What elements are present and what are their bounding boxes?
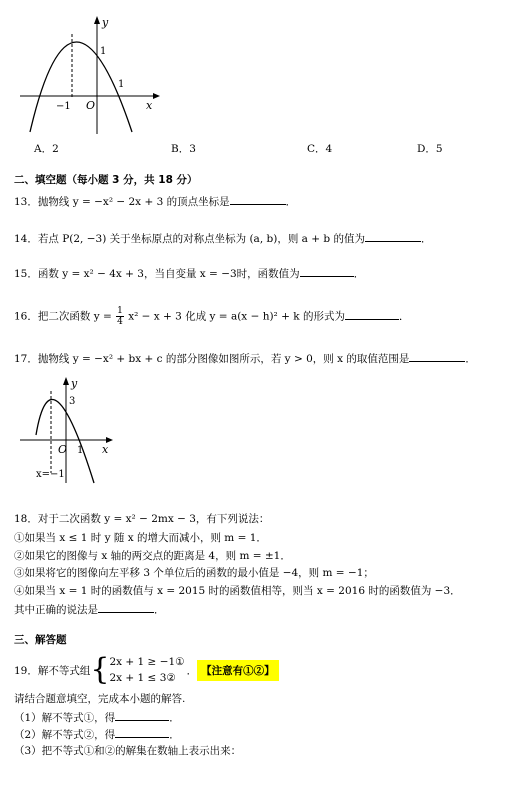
answer-blank-19-2[interactable] [115,727,169,738]
graph1-tick-neg: −1 [56,101,71,112]
option-b: B．3 [171,143,196,155]
question-19-instruction: 请结合题意填空，完成本小题的解答. [14,693,186,705]
question-14: 14．若点 P(2, −3) 关于坐标原点的对称点坐标为 (a, b)，则 a + b 的值为 ． [14,233,432,245]
question-15: 15．函数 y = x² − 4x + 3，当自变量 x = −3时，函数值为 ． [14,268,365,280]
question-15-text: 15．函数 y = x² − 4x + 3，当自变量 x = −3时，函数值为 [14,268,300,280]
question-19-dot: ． [186,664,198,677]
fraction [116,306,124,327]
question-18-item-3: ③如果将它的图像向左平移 3 个单位后的函数的最小值是 −4，则 m = −1； [14,567,374,579]
graph1-tick-y: 1 [100,46,107,57]
answer-blank-15[interactable] [300,266,354,277]
question-18-tail-text: 其中正确的说法是 [14,604,98,616]
question-18: 18．对于二次函数 y = x² − 2mx − 3，有下列说法： [14,513,270,525]
step-1-text: （1）解不等式①，得 [14,712,116,724]
option-c: C．4 [307,143,333,155]
inequality-system [109,654,184,686]
answer-blank-14[interactable] [365,231,421,242]
graph2-axis-label: x=−1 [36,469,65,480]
answer-blank-18[interactable] [98,602,154,613]
question-14-text: 14．若点 P(2, −3) 关于坐标原点的对称点坐标为 (a, b)，则 a + b 的值为 [14,233,365,245]
graph1-x-label: x [146,99,153,112]
answer-blank-17[interactable] [409,351,465,362]
answer-blank-16[interactable] [345,309,399,320]
question-16: 16．把二次函数 y = $\frac{1}{4}$ x² − x + 3 化成 y = a(x − h)² + k 的形式为 ． [14,306,410,327]
question-16-text-a: 16．把二次函数 y = [14,310,112,323]
question-13: 13．抛物线 y = −x² − 2x + 3 的顶点坐标是 ． [14,196,297,208]
inequality-2: 2x + 1 ≤ 3② [109,672,176,684]
question-17: 17．抛物线 y = −x² + bx + c 的部分图像如图所示，若 y > 0，则 x 的取值范围是 ． [14,353,476,365]
inequality-1: 2x + 1 ≥ −1① [109,656,185,668]
question-19-step-1: （1）解不等式①，得 ． [14,712,180,724]
answer-blank-13[interactable] [230,194,286,205]
answer-blank-19-1[interactable] [115,710,169,721]
option-a: A．2 [34,143,59,155]
step-2-text: （2）解不等式②，得 [14,729,116,741]
question-19-step-3: （3）把不等式①和②的解集在数轴上表示出来： [14,745,242,757]
graph2-x-label: x [102,443,109,456]
option-d: D．5 [417,143,443,155]
graph2-origin: O [58,443,68,456]
fraction-numerator: 1 [117,306,123,316]
system-brace: { [90,652,110,687]
question-19-text: 19．解不等式组 [14,664,91,677]
question-17-text: 17．抛物线 y = −x² + bx + c 的部分图像如图所示，若 y > 0，则 x 的取值范围是 [14,353,410,365]
graph2-y-label: y [71,377,78,390]
question-18-item-1: ①如果当 x ≤ 1 时 y 随 x 的增大而减小，则 m = 1． [14,532,267,544]
section-3-title: 三、解答题 [14,634,67,646]
graph1-tick-x: 1 [118,79,125,90]
graph1-origin: O [86,99,96,112]
parabola-graph-2 [14,375,124,485]
section-2-title: 二、填空题（每小题 3 分，共 18 分） [14,174,198,186]
parabola-graph-1 [14,14,164,136]
fraction-denominator: 4 [117,317,123,327]
question-18-item-2: ②如果它的图像与 x 轴的两交点的距离是 4，则 m = ±1． [14,550,291,562]
graph1-y-label: y [102,16,109,29]
note-highlight: 【注意有①②】 [197,660,279,681]
question-13-text: 13．抛物线 y = −x² − 2x + 3 的顶点坐标是 [14,196,230,208]
question-18-item-4: ④如果当 x = 1 时的函数值与 x = 2015 时的函数值相等，则当 x = 2016 时的函数值为 −3． [14,585,461,597]
graph2-tick-y: 3 [69,396,76,407]
graph2-tick-x: 1 [77,445,84,456]
question-16-text-b: x² − x + 3 化成 y = a(x − h)² + k 的形式为 [128,310,345,323]
question-19 [14,652,279,688]
question-19-step-2: （2）解不等式②，得 ． [14,729,180,741]
question-18-tail: 其中正确的说法是 ． [14,604,165,616]
